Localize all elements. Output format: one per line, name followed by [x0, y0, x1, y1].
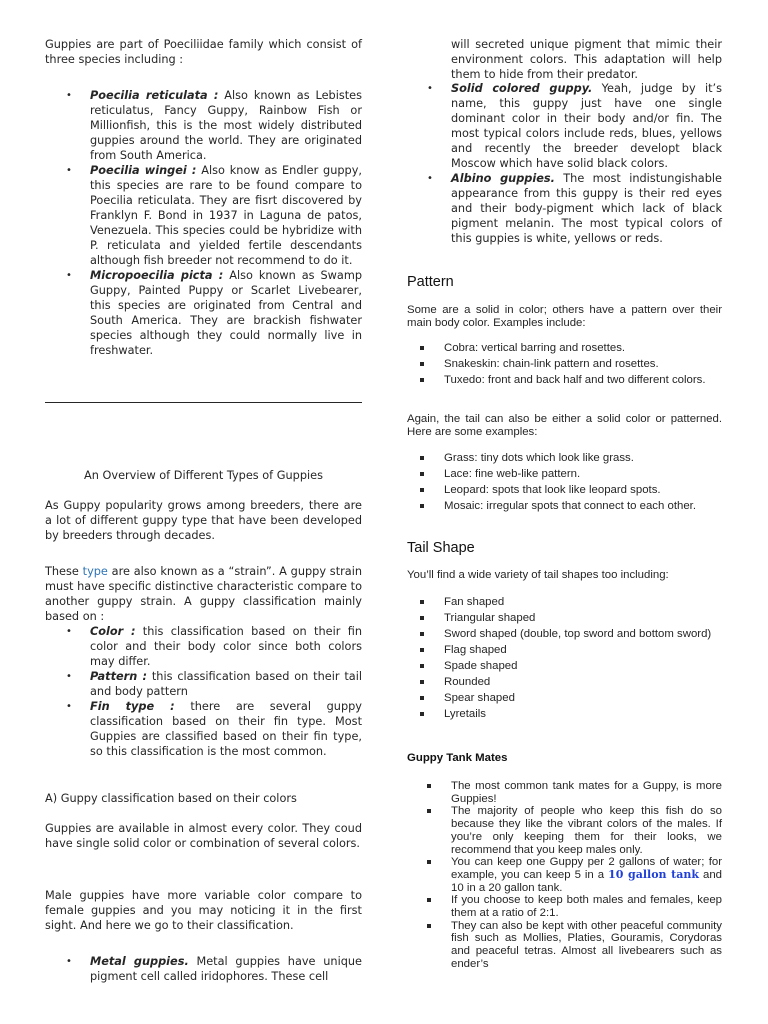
- list-item: • Poecilia wingei : Also know as Endler guppy, this species are rare to be found compare to Poecilia reticulata. They are fisrt discovered by Franklyn F. Bond in 1937 in Laguna de patos, Venezuela. This species could be hybridize with P. reticulata and yielded fertile descendants although fish breeder not recommend to do it.: [90, 163, 362, 268]
- pattern-heading: Pattern: [407, 274, 454, 290]
- list-item: Sword shaped (double, top sword and bottom sword): [444, 628, 722, 641]
- list-item: • Micropoecilia picta : Also known as Swamp Guppy, Painted Puppy or Scarlet Livebearer, this species are originated from Central and South America. They are brackish fishwater species although they could normally live in freshwater.: [90, 268, 362, 358]
- male-paragraph: Male guppies have more variable color compare to female guppies and you may noticing it in the first sight. And here we go to their classification.: [45, 889, 362, 932]
- list-item: Triangular shaped: [444, 612, 722, 625]
- section-a-heading: A) Guppy classification based on their colors: [45, 792, 297, 805]
- colors-paragraph: Guppies are available in almost every color. They coud have single solid color or combination of several colors.: [45, 822, 362, 850]
- list-item: Spear shaped: [444, 692, 722, 705]
- list-item: You can keep one Guppy per 2 gallons of water; for example, you can keep 5 in a 10 gallon tank and 10 in a 20 gallon tank.: [451, 856, 723, 894]
- list-item: • Albino guppies. The most indistungishable appearance from this guppy is their red eyes and their body-pigment which lack of black pigment melanin. The most typical colors of this guppies is white, yellows or reds.: [451, 171, 722, 246]
- list-item: • Metal guppies. Metal guppies have unique pigment cell called iridophores. These cell: [90, 954, 362, 984]
- tank-mates-heading: Guppy Tank Mates: [407, 752, 508, 764]
- list-item: Mosaic: irregular spots that connect to each other.: [444, 500, 722, 513]
- overview-paragraph: As Guppy popularity grows among breeders, there are a lot of different guppy type that have been developed by breeders through decades.: [45, 499, 362, 542]
- list-item: Tuxedo: front and back half and two different colors.: [444, 374, 722, 387]
- tail-shape-intro: You’ll find a wide variety of tail shapes too including:: [407, 569, 669, 581]
- overview-title: An Overview of Different Types of Guppies: [84, 469, 323, 482]
- classification-list: [90, 624, 362, 759]
- divider: [45, 402, 362, 403]
- pattern-list: [444, 342, 722, 387]
- list-item: • Fin type : there are several guppy classification based on their fin type. Most Guppies are classified based on their fin type, so this classification is the most common.: [90, 699, 362, 759]
- tail-pattern-list: [444, 452, 722, 513]
- intro-paragraph: Guppies are part of Poeciliidae family which consist of three species including :: [45, 38, 362, 66]
- list-item: Lace: fine web-like pattern.: [444, 468, 722, 481]
- list-item: • Color : this classification based on their fin color and their body color since both colors may differ.: [90, 624, 362, 669]
- species-list: [90, 88, 362, 358]
- color-types-list: [451, 81, 722, 246]
- list-item: • Solid colored guppy. Yeah, judge by it’s name, this guppy just have one single dominant color in their body and/or fin. The most typical colors include reds, blues, yellows and recently the breeder developt black Moscow which have solid black colors.: [451, 81, 722, 171]
- list-item: Spade shaped: [444, 660, 722, 673]
- list-item: Flag shaped: [444, 644, 722, 657]
- tail-shape-list: [444, 596, 722, 721]
- list-item: • Pattern : this classification based on their tail and body pattern: [90, 669, 362, 699]
- metal-continuation: will secreted unique pigment that mimic their environment colors. This adaptation will help them to hide from their predator.: [451, 38, 722, 81]
- list-item: Lyretails: [444, 708, 722, 721]
- list-item: They can also be kept with other peaceful community fish such as Mollies, Platies, Gouramis, Corydoras and peaceful tetras. Almost all livebearers such as ender’s: [451, 919, 722, 970]
- type-link[interactable]: type: [82, 565, 108, 578]
- list-item: Rounded: [444, 676, 722, 689]
- tail-intro: Again, the tail can also be either a solid color or patterned. Here are some examples:: [407, 413, 722, 438]
- list-item: Fan shaped: [444, 596, 722, 609]
- metal-list: [90, 954, 362, 984]
- list-item: If you choose to keep both males and females, keep them at a ratio of 2:1.: [451, 894, 722, 920]
- list-item: The most common tank mates for a Guppy, is more Guppies!: [451, 780, 722, 805]
- tail-shape-heading: Tail Shape: [407, 540, 475, 556]
- list-item: Cobra: vertical barring and rosettes.: [444, 342, 722, 355]
- tank-link[interactable]: 10 gallon tank: [608, 867, 700, 881]
- pattern-intro: Some are a solid in color; others have a pattern over their main body color. Examples include:: [407, 304, 722, 329]
- list-item: The majority of people who keep this fish do so because they like the vibrant colors of the males. If you’re only keeping them for their looks, we recommend that you keep males only.: [451, 805, 722, 856]
- tank-mates-list: [451, 780, 722, 971]
- list-item: • Poecilia reticulata : Also known as Lebistes reticulatus, Fancy Guppy, Rainbow Fish or Millionfish, this is the most widely distributed guppies around the world. They are originated from South America.: [90, 88, 362, 163]
- list-item: Snakeskin: chain-link pattern and rosettes.: [444, 358, 722, 371]
- strain-paragraph: These type are also known as a “strain”. A guppy strain must have specific distinctive characteristic compare to another guppy strain. A guppy classification mainly based on :: [45, 565, 362, 623]
- list-item: Leopard: spots that look like leopard spots.: [444, 484, 722, 497]
- list-item: Grass: tiny dots which look like grass.: [444, 452, 722, 465]
